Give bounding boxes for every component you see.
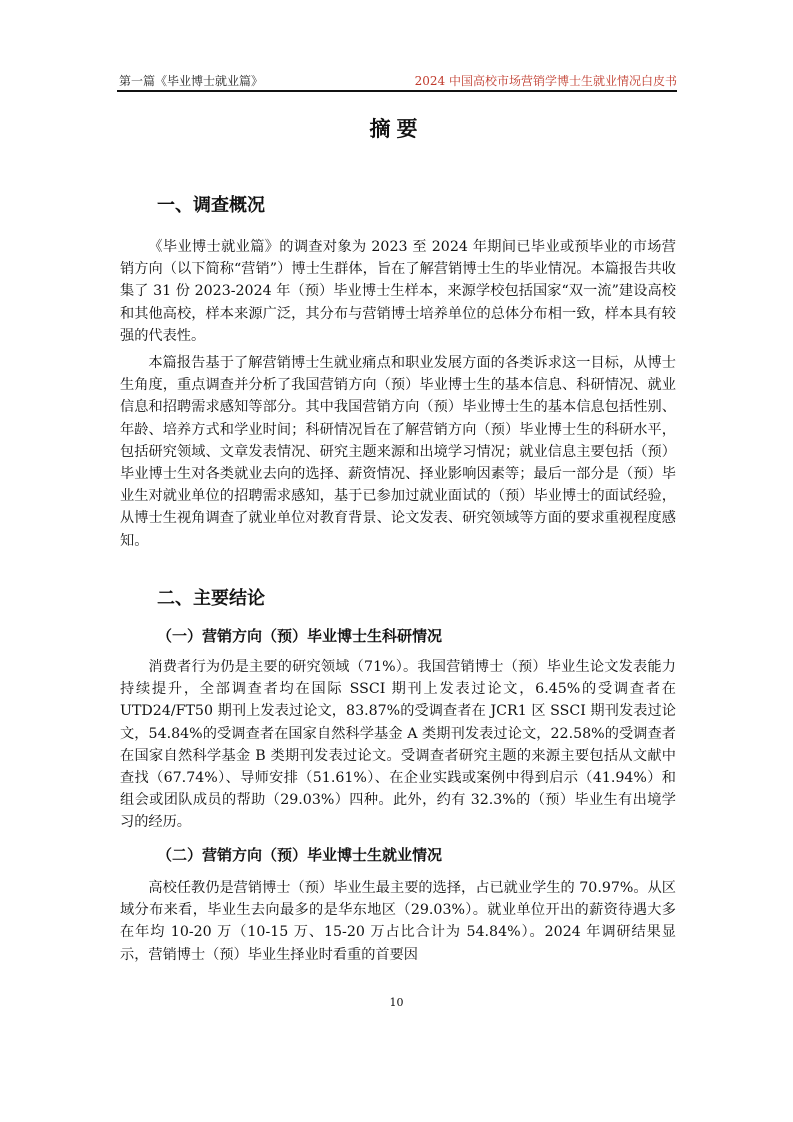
overview-paragraph-1: 《毕业博士就业篇》的调查对象为 2023 至 2024 年期间已毕业或预毕业的市场营销方向（以下简称“营销”）博士生群体，旨在了解营销博士生的毕业情况。本篇报告共收集了 31 份 2023-2024 年（预）毕业博士生样本，来源学校包括国家“双一流”建设高校和其他高校，样本来源广泛，其分布与营销博士培养单位的总体分布相一致，样本具有较强的代表性。 bbox=[120, 239, 676, 344]
employment-paragraph: 高校任教仍是营销博士（预）毕业生最主要的选择，占已就业学生的 70.97%。从区域分布来看，毕业生去向最多的是华东地区（29.03%）。就业单位开出的薪资待遇大多在年均 10-20 万（10-15 万、15-20 万占比合计为 54.84%）。2024 年调研结果显示，营销博士（预）毕业生择业时看重的首要因 bbox=[120, 880, 676, 963]
subsection-heading-research: （一）营销方向（预）毕业博士生科研情况 bbox=[157, 627, 443, 645]
page-header bbox=[117, 68, 677, 90]
header-chapter-title: 第一篇《毕业博士就业篇》 bbox=[119, 74, 264, 88]
overview-paragraph-2: 本篇报告基于了解营销博士生就业痛点和职业发展方面的各类诉求这一目标，从博士生角度，重点调查并分析了我国营销方向（预）毕业博士生的基本信息、科研情况、就业信息和招聘需求感知等部分。其中我国营销方向（预）毕业博士生的基本信息包括性别、年龄、培养方式和学业时间；科研情况旨在了解营销方向（预）毕业博士生的科研水平，包括研究领域、文章发表情况、研究主题来源和出境学习情况；就业信息主要包括（预）毕业博士生对各类就业去向的选择、薪资情况、择业影响因素等；最后一部分是（预）毕业生对就业单位的招聘需求感知，基于已参加过就业面试的（预）毕业博士的面试经验，从博士生视角调查了就业单位对教育背景、论文发表、研究领域等方面的要求重视程度感知。 bbox=[120, 355, 676, 549]
page-number: 10 bbox=[389, 996, 404, 1009]
header-divider bbox=[117, 90, 677, 92]
section-heading-conclusions: 二、主要结论 bbox=[157, 588, 265, 609]
section-heading-overview: 一、调查概况 bbox=[157, 195, 265, 216]
subsection-heading-employment: （二）营销方向（预）毕业博士生就业情况 bbox=[157, 846, 443, 864]
header-book-title: 2024 中国高校市场营销学博士生就业情况白皮书 bbox=[414, 74, 677, 88]
research-paragraph: 消费者行为仍是主要的研究领域（71%）。我国营销博士（预）毕业生论文发表能力持续提升，全部调查者均在国际 SSCI 期刊上发表过论文，6.45%的受调查者在UTD24/FT50 期刊上发表过论文，83.87%的受调查者在 JCR1 区 SSCI 期刊发表过论文，54.84%的受调查者在国家自然科学基金 A 类期刊发表过论文，22.58%的受调查者在国家自然科学基金 B 类期刊发表过论文。受调查者研究主题的来源主要包括从文献中查找（67.74%）、导师安排（51.61%）、在企业实践或案例中得到启示（41.94%）和组会或团队成员的帮助（29.03%）四种。此外，约有 32.3%的（预）毕业生有出境学习的经历。 bbox=[120, 659, 676, 831]
page-title: 摘要 bbox=[369, 117, 424, 141]
